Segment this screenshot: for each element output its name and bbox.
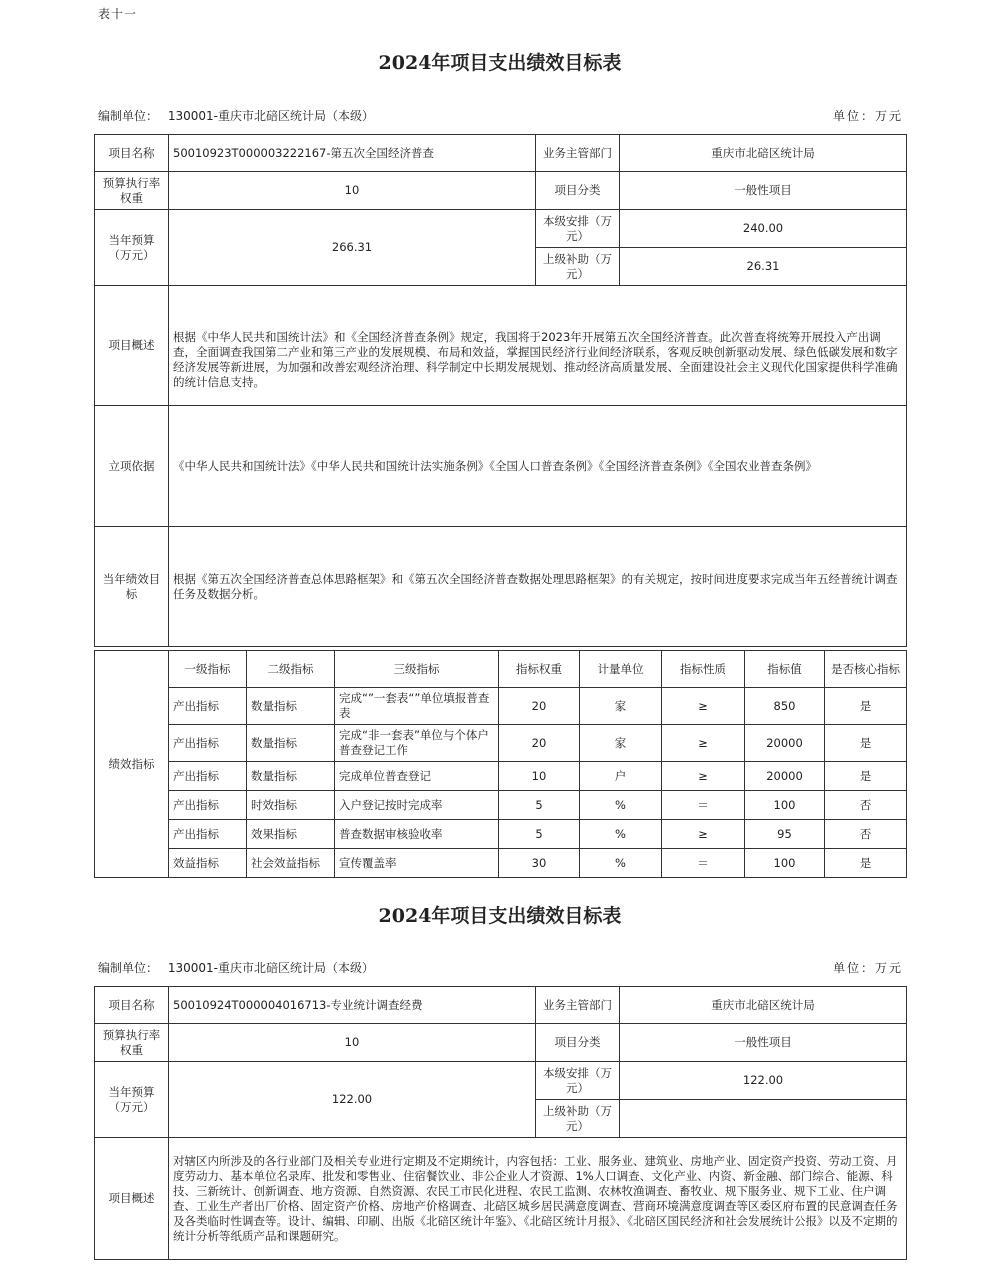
table-row <box>95 688 907 725</box>
header-weight: 指标权重 <box>499 651 580 688</box>
cell-value: 20000 <box>745 762 825 791</box>
cell-unit: % <box>580 820 662 849</box>
project-name-value: 50010924T000004016713-专业统计调查经费 <box>169 987 536 1024</box>
cell-level3: 完成“非一套表”单位与个体户普查登记工作 <box>335 725 499 762</box>
cell-weight: 20 <box>499 688 580 725</box>
header-nature: 指标性质 <box>662 651 745 688</box>
cell-nature: ＝ <box>662 791 745 820</box>
cell-core: 否 <box>825 820 907 849</box>
page-label: 表十一 <box>98 7 138 21</box>
cell-core: 是 <box>825 688 907 725</box>
table-row <box>95 791 907 820</box>
table-row <box>95 849 907 878</box>
cell-level2: 时效指标 <box>247 791 335 820</box>
overview-label: 项目概述 <box>95 1138 169 1260</box>
cell-weight: 5 <box>499 820 580 849</box>
cell-value: 100 <box>745 791 825 820</box>
local-budget-value: 240.00 <box>620 210 907 248</box>
cell-weight: 10 <box>499 762 580 791</box>
local-budget-value: 122.00 <box>620 1062 907 1100</box>
header-unit: 计量单位 <box>580 651 662 688</box>
cell-level1: 产出指标 <box>169 791 247 820</box>
header-level2: 二级指标 <box>247 651 335 688</box>
cell-value: 20000 <box>745 725 825 762</box>
cell-unit: 家 <box>580 688 662 725</box>
cell-nature: ≥ <box>662 725 745 762</box>
category-value: 一般性项目 <box>620 1024 907 1062</box>
compiling-unit <box>98 959 374 976</box>
local-budget-label: 本级安排（万元） <box>536 1062 620 1100</box>
project-name-value: 50010923T000003222167-第五次全国经济普查 <box>169 135 536 172</box>
compiling-unit-value: 130001-重庆市北碚区统计局（本级） <box>167 961 374 975</box>
info-table <box>94 986 907 1260</box>
cell-unit: 家 <box>580 725 662 762</box>
cell-level2: 数量指标 <box>247 762 335 791</box>
category-label: 项目分类 <box>536 172 620 210</box>
cell-core: 否 <box>825 791 907 820</box>
cell-nature: ＝ <box>662 849 745 878</box>
cell-level2: 数量指标 <box>247 688 335 725</box>
table-row <box>95 820 907 849</box>
weight-value: 10 <box>169 1024 536 1062</box>
goal-text: 根据《第五次全国经济普查总体思路框架》和《第五次全国经济普查数据处理思路框架》的有关规定，按时间进度要求完成当年五经普统计调查任务及数据分析。 <box>169 527 907 647</box>
upper-subsidy-label: 上级补助（万元） <box>536 1100 620 1138</box>
cell-level1: 效益指标 <box>169 849 247 878</box>
weight-label: 预算执行率权重 <box>95 172 169 210</box>
dept-value: 重庆市北碚区统计局 <box>620 135 907 172</box>
cell-level2: 数量指标 <box>247 725 335 762</box>
cell-nature: ≥ <box>662 762 745 791</box>
cell-nature: ≥ <box>662 820 745 849</box>
cell-level3: 宣传覆盖率 <box>335 849 499 878</box>
weight-value: 10 <box>169 172 536 210</box>
info-table <box>94 134 907 647</box>
category-label: 项目分类 <box>536 1024 620 1062</box>
header-level3: 三级指标 <box>335 651 499 688</box>
header-value: 指标值 <box>745 651 825 688</box>
cell-core: 是 <box>825 849 907 878</box>
project-name-label: 项目名称 <box>95 987 169 1024</box>
currency-unit: 单位：万元 <box>833 109 904 123</box>
budget-label: 当年预算（万元） <box>95 1062 169 1138</box>
cell-unit: % <box>580 849 662 878</box>
page-title: 2024年项目支出绩效目标表 <box>378 52 622 74</box>
cell-value: 95 <box>745 820 825 849</box>
budget-value: 266.31 <box>169 210 536 286</box>
compiling-unit <box>98 107 374 124</box>
cell-unit: % <box>580 791 662 820</box>
cell-level1: 产出指标 <box>169 820 247 849</box>
dept-label: 业务主管部门 <box>536 135 620 172</box>
weight-label: 预算执行率权重 <box>95 1024 169 1062</box>
performance-label: 绩效指标 <box>95 651 169 878</box>
dept-value: 重庆市北碚区统计局 <box>620 987 907 1024</box>
header-core: 是否核心指标 <box>825 651 907 688</box>
indicator-table <box>94 650 907 878</box>
cell-level1: 产出指标 <box>169 762 247 791</box>
cell-level2: 社会效益指标 <box>247 849 335 878</box>
upper-subsidy-value: 26.31 <box>620 248 907 286</box>
overview-text: 对辖区内所涉及的各行业部门及相关专业进行定期及不定期统计，内容包括：工业、服务业、建筑业、房地产业、固定资产投资、劳动工资、月度劳动力、基本单位名录库、批发和零售业、住宿餐饮业、非公企业人才资源、1%人口调查、文化产业、内资、新金融、部门综合、能源、科技、三新统计、创新调查、地方资源、自然资源、农民工市民化进程、农民工监测、农林牧渔调查、畜牧业、规下服务业、规下工业、住户调查、工业生产者出厂价格、固定资产价格、房地产价格调查、北碚区城乡居民满意度调查、营商环境满意度调查等区委区府布置的民意调查任务及各类临时性调查等。设计、编辑、印刷、出版《北碚区统计年鉴》、《北碚区统计月报》、《北碚区国民经济和社会发展统计公报》以及不定期的统计分析等纸质产品和课题研究。 <box>169 1138 907 1260</box>
budget-value: 122.00 <box>169 1062 536 1138</box>
cell-level3: 完成“”一套表“”单位填报普查表 <box>335 688 499 725</box>
project-name-label: 项目名称 <box>95 135 169 172</box>
budget-label: 当年预算（万元） <box>95 210 169 286</box>
cell-level3: 完成单位普查登记 <box>335 762 499 791</box>
compiling-unit-value: 130001-重庆市北碚区统计局（本级） <box>167 109 374 123</box>
compiling-unit-label: 编制单位： <box>98 109 159 123</box>
category-value: 一般性项目 <box>620 172 907 210</box>
cell-weight: 30 <box>499 849 580 878</box>
basis-text: 《中华人民共和国统计法》《中华人民共和国统计法实施条例》《全国人口普查条例》《全国经济普查条例》《全国农业普查条例》 <box>169 406 907 527</box>
currency-unit: 单位：万元 <box>833 961 904 975</box>
upper-subsidy-label: 上级补助（万元） <box>536 248 620 286</box>
cell-core: 是 <box>825 725 907 762</box>
cell-value: 100 <box>745 849 825 878</box>
table-row <box>95 725 907 762</box>
header-level1: 一级指标 <box>169 651 247 688</box>
cell-core: 是 <box>825 762 907 791</box>
cell-level3: 普查数据审核验收率 <box>335 820 499 849</box>
cell-value: 850 <box>745 688 825 725</box>
cell-level2: 效果指标 <box>247 820 335 849</box>
cell-weight: 20 <box>499 725 580 762</box>
cell-level1: 产出指标 <box>169 725 247 762</box>
local-budget-label: 本级安排（万元） <box>536 210 620 248</box>
cell-level3: 入户登记按时完成率 <box>335 791 499 820</box>
overview-text: 根据《中华人民共和国统计法》和《全国经济普查条例》规定，我国将于2023年开展第五次全国经济普查。此次普查将统筹开展投入产出调查，全面调查我国第二产业和第三产业的发展规模、布局和效益，掌握国民经济行业间经济联系，客观反映创新驱动发展、绿色低碳发展和数字经济发展等新进展，为加强和改善宏观经济治理、科学制定中长期发展规划、推动经济高质量发展、全面建设社会主义现代化国家提供科学准确的统计信息支持。 <box>169 286 907 406</box>
upper-subsidy-value <box>620 1100 907 1138</box>
compiling-unit-label: 编制单位： <box>98 961 159 975</box>
cell-nature: ≥ <box>662 688 745 725</box>
dept-label: 业务主管部门 <box>536 987 620 1024</box>
cell-weight: 5 <box>499 791 580 820</box>
overview-label: 项目概述 <box>95 286 169 406</box>
table-row <box>95 762 907 791</box>
page-title: 2024年项目支出绩效目标表 <box>378 905 622 927</box>
goal-label: 当年绩效目标 <box>95 527 169 647</box>
cell-level1: 产出指标 <box>169 688 247 725</box>
cell-unit: 户 <box>580 762 662 791</box>
basis-label: 立项依据 <box>95 406 169 527</box>
